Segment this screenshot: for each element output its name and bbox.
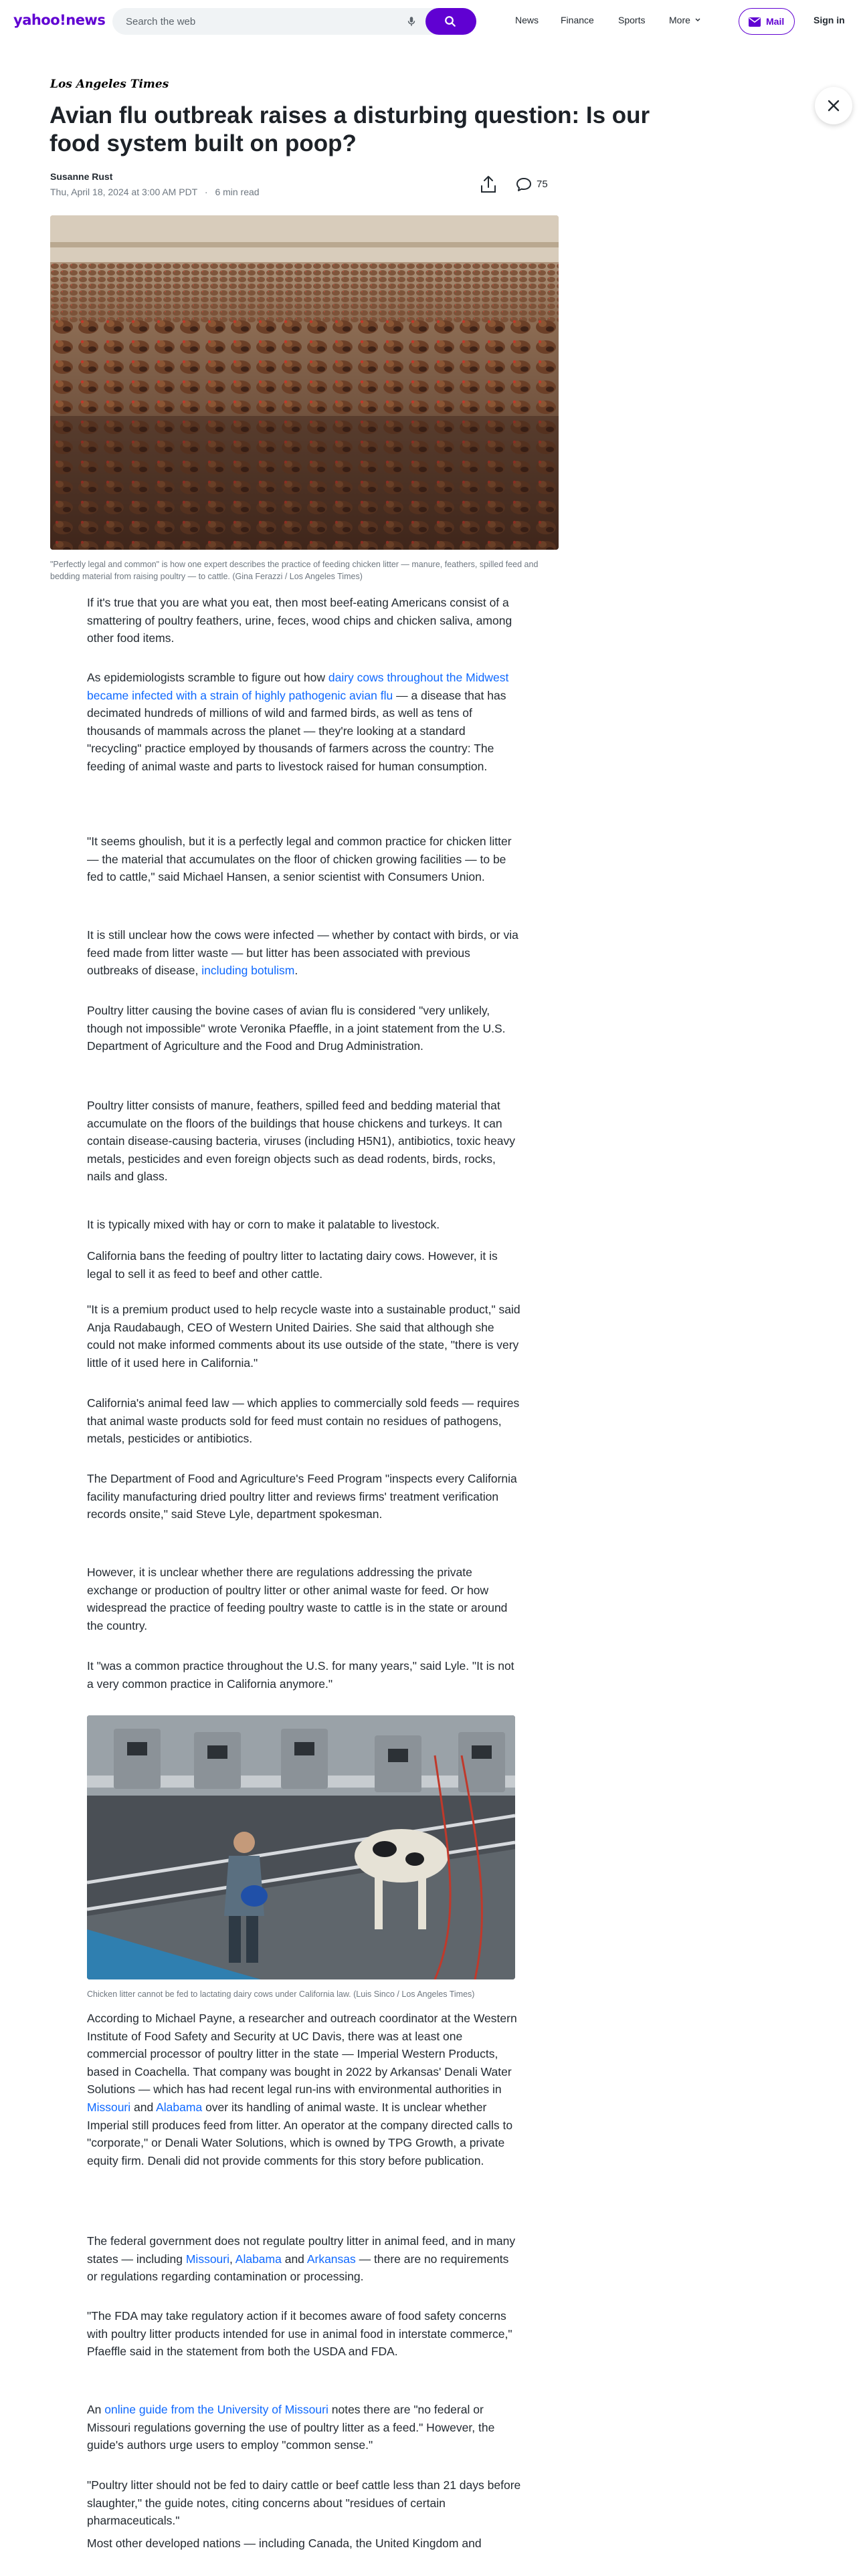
paragraph-5: Poultry litter causing the bovine cases of avian flu is considered "very unlikely, though not impossible" wrote Veronika Pfaeffle, in a joint statement from the U.S. Department of Agriculture and the Food and Drug Administration.	[87, 1004, 506, 1053]
close-button[interactable]	[815, 87, 852, 124]
share-icon[interactable]	[480, 175, 497, 194]
nav-finance[interactable]: Finance	[561, 15, 594, 25]
search-input[interactable]	[126, 8, 393, 35]
link-dairy-cows-avian-flu[interactable]: dairy cows throughout the Midwest became infected with a strain of highly pathogenic avian flu	[87, 671, 509, 702]
link-university-of-missouri-guide[interactable]: online guide from the University of Missouri	[104, 2403, 328, 2416]
paragraph-8: California bans the feeding of poultry litter to lactating dairy cows. However, it is legal to sell it as feed to beef and other cattle.	[87, 1249, 498, 1281]
search-bar	[112, 8, 476, 35]
chicken-farm-photo	[50, 215, 559, 550]
comments-button[interactable]	[515, 177, 555, 193]
article-date: Thu, April 18, 2024 at 3:00 AM PDT	[50, 187, 197, 197]
paragraph-7: It is typically mixed with hay or corn to make it palatable to livestock.	[87, 1218, 440, 1231]
read-time: 6 min read	[215, 187, 260, 197]
paragraph-1: If it's true that you are what you eat, then most beef-eating Americans consist of a smattering of poultry feathers, urine, feces, wood chips and chicken saliva, among other food items.	[87, 596, 512, 645]
nav-more-label: More	[669, 15, 690, 25]
mail-button[interactable]	[739, 8, 795, 35]
paragraph-6: Poultry litter consists of manure, feathers, spilled feed and bedding material that accumulate on the floors of the buildings that house chickens and turkeys. It can contain disease-causing bacteria, viruses (including H5N1), antibiotics, toxic heavy metals, pesticides and even foreign objects such as dead rodents, birds, rocks, nails and glass.	[87, 1099, 516, 1184]
nav-news[interactable]: News	[515, 15, 539, 25]
paragraph-12: However, it is unclear whether there are regulations addressing the private exchange or production of poultry litter or other animal waste for feed. Or how widespread the practice of feeding poultry waste to cattle is in the state or around the country.	[87, 1566, 508, 1632]
link-alabama[interactable]: Alabama	[156, 2100, 203, 2114]
link-missouri[interactable]: Missouri	[87, 2100, 131, 2114]
yahoo-news-logo[interactable]: yahoo!news	[13, 12, 106, 28]
dairy-milking-illustration	[87, 1715, 515, 1979]
article-author[interactable]: Susanne Rust	[50, 171, 113, 182]
mail-icon	[749, 17, 761, 27]
link-missouri-2[interactable]: Missouri	[185, 2252, 230, 2266]
link-alabama-2[interactable]: Alabama	[235, 2252, 282, 2266]
figure1-caption: "Perfectly legal and common" is how one expert describes the practice of feeding chicken litter — manure, feathers, spilled feed and bedding material from raising poultry — to cattle. (Gina Ferazzi / Los Angeles Times)	[50, 560, 539, 581]
chevron-down-icon	[694, 17, 701, 23]
top-navigation-bar	[0, 0, 859, 43]
comment-count: 75	[537, 179, 548, 190]
source-logo[interactable]: Los Angeles Times	[50, 78, 169, 91]
paragraph-14: According to Michael Payne, a researcher and outreach coordinator at the Western Institute of Food Safety and Security at UC Davis, there was at least one commercial processor of poultry litter in the state — Imperial Western Products, based in Coachella. That company was bought in 2022 by Arkansas' Denali Water Solutions — which has had recent legal run-ins with environmental authorities in Missouri and Alabama over its handling of animal waste. It is unclear whether Imperial still produces feed from litter. An operator at the company directed calls to "corporate," or Denali Water Solutions, which is owned by TPG Growth, a private equity firm. Denali did not provide comments for this story before publication.	[87, 2012, 517, 2167]
paragraph-3: "It seems ghoulish, but it is a perfectly legal and common practice for chicken litter — the material that accumulates on the floor of chicken growing facilities — to be fed to cattle," said Michael Hansen, a senior scientist with Consumers Union.	[87, 835, 512, 884]
comment-icon	[515, 177, 533, 193]
paragraph-17: An online guide from the University of Missouri notes there are "no federal or Missouri regulations governing the use of poultry litter as a feed." However, the guide's authors urge users to employ "common sense."	[87, 2403, 495, 2452]
paragraph-2: As epidemiologists scramble to figure out how dairy cows throughout the Midwest became infected with a strain of highly pathogenic avian flu — a disease that has decimated hundreds of millions of wild and farmed birds, as well as tens of thousands of mammals across the planet — they're looking at a standard "recycling" practice employed by thousands of farmers across the country: The feeding of animal waste and parts to livestock raised for human consumption.	[87, 671, 509, 773]
link-botulism[interactable]: including botulism	[201, 964, 295, 978]
microphone-icon[interactable]	[405, 15, 417, 27]
paragraph-4: It is still unclear how the cows were infected — whether by contact with birds, or via feed made from litter waste — but litter has been associated with previous outbreaks of disease, including botulism.	[87, 928, 518, 978]
mail-label: Mail	[766, 16, 785, 27]
paragraph-11: The Department of Food and Agriculture's Feed Program "inspects every California facility manufacturing dried poultry litter and reviews firms' treatment verification records onsite," said Steve Lyle, department spokesman.	[87, 1472, 517, 1521]
nav-more[interactable]	[669, 15, 701, 25]
paragraph-16: "The FDA may take regulatory action if it becomes aware of food safety concerns with poultry litter products intended for use in animal food in interstate commerce," Pfaeffle said in the statement from both the USDA and FDA.	[87, 2309, 512, 2359]
paragraph-15: The federal government does not regulate poultry litter in animal feed, and in many states — including Missouri, Alabama and Arkansas — there are no requirements or regulations regarding contamination or processing.	[87, 2234, 516, 2284]
dairy-milking-photo	[87, 1715, 515, 1979]
search-icon	[444, 15, 456, 27]
search-button[interactable]	[425, 8, 476, 35]
article-meta: Thu, April 18, 2024 at 3:00 AM PDT · 6 min read	[50, 187, 260, 197]
figure2-caption: Chicken litter cannot be fed to lactating dairy cows under California law. (Luis Sinco / Los Angeles Times)	[87, 1990, 475, 1999]
paragraph-13: It "was a common practice throughout the U.S. for many years," said Lyle. "It is not a very common practice in California anymore."	[87, 1659, 514, 1691]
article-title: Avian flu outbreak raises a disturbing question: Is our food system built on poop?	[50, 102, 650, 156]
sign-in-link[interactable]: Sign in	[814, 15, 845, 25]
link-arkansas[interactable]: Arkansas	[306, 2252, 356, 2266]
paragraph-10: California's animal feed law — which applies to commercially sold feeds — requires that animal waste products sold for feed must contain no residues of pathogens, metals, pesticides or antibiotics.	[87, 1396, 520, 1446]
chicken-farm-illustration	[50, 215, 559, 550]
paragraph-9: "It is a premium product used to help recycle waste into a sustainable product," said Anja Raudabaugh, CEO of Western United Dairies. She said that although she could not make informed comments about its use outside of the state, "there is very little of it used here in California."	[87, 1303, 520, 1370]
paragraph-18: "Poultry litter should not be fed to dairy cattle or beef cattle less than 21 days before slaughter," the guide notes, citing concerns about "residues of certain pharmaceuticals."	[87, 2478, 521, 2528]
close-icon	[827, 99, 840, 112]
paragraph-19: Most other developed nations — including Canada, the United Kingdom and	[87, 2537, 482, 2550]
nav-sports[interactable]: Sports	[618, 15, 646, 25]
